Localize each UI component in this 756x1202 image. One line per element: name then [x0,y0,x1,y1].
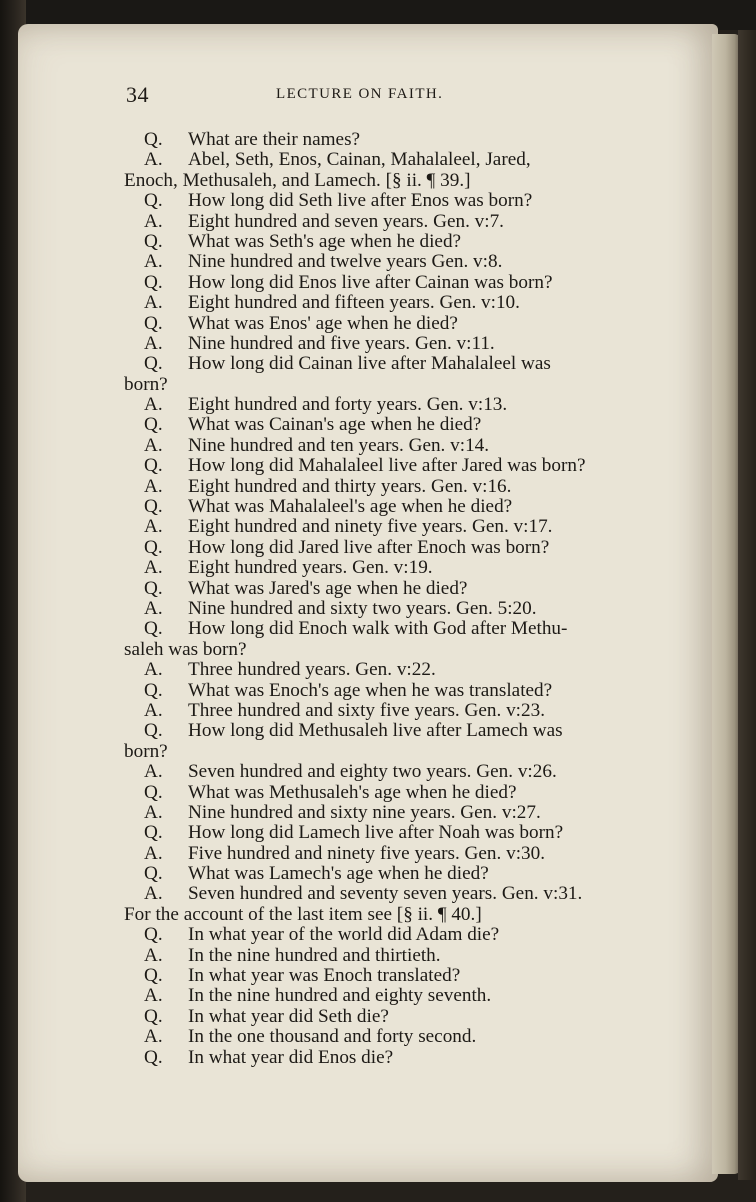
question-text: How long did Lamech live after Noah was born? [188,822,564,844]
text-line [124,558,644,578]
question-text: What was Methusaleh's age when he died? [188,781,517,803]
question-marker: Q. [144,230,163,252]
answer-text: Eight hundred years. Gen. v:19. [188,557,433,579]
text-line [124,844,644,864]
answer-text: In the one thousand and forty second. [188,1026,477,1048]
question-marker: Q. [144,455,163,477]
answer-text: Eight hundred and ninety five years. Gen. v:17. [188,516,553,538]
question-marker: Q. [144,781,163,803]
question-text: How long did Enos live after Cainan was born? [188,271,553,293]
answer-marker: A. [144,659,163,681]
text-line [124,130,644,150]
question-marker: Q. [144,129,163,150]
question-text: In what year was Enoch translated? [188,965,461,987]
question-marker: Q. [144,1005,163,1027]
text-line [124,701,644,721]
question-text: What was Seth's age when he died? [188,230,462,252]
question-marker: Q. [144,1046,163,1068]
question-text: How long did Jared live after Enoch was born? [188,536,550,558]
answer-text: Nine hundred and twelve years Gen. v:8. [188,251,503,273]
question-text: How long did Methusaleh live after Lamech was [188,720,563,742]
text-line [124,640,644,660]
qa-text-block [124,130,644,1068]
text-line [124,517,644,537]
answer-marker: A. [144,801,163,823]
answer-text: Seven hundred and seventy seven years. Gen. v:31. [188,883,583,905]
question-marker: Q. [144,577,163,599]
answer-marker: A. [144,210,163,232]
answer-marker: A. [144,761,163,783]
text-line [124,925,644,945]
question-marker: Q. [144,536,163,558]
question-text: What was Cainan's age when he died? [188,414,482,436]
answer-text: Three hundred and sixty five years. Gen. v:23. [188,699,545,721]
text-line [124,599,644,619]
text-line [124,293,644,313]
answer-marker: A. [144,842,163,864]
continuation-text: saleh was born? [124,638,247,660]
page-header [126,82,616,112]
question-marker: Q. [144,496,163,518]
answer-marker: A. [144,699,163,721]
question-marker: Q. [144,312,163,334]
text-line [124,150,644,170]
question-marker: Q. [144,965,163,987]
question-text: What was Enoch's age when he was translated? [188,679,553,701]
text-line [124,905,644,925]
answer-text: Nine hundred and five years. Gen. v:11. [188,332,495,354]
answer-text: Five hundred and ninety five years. Gen. v:30. [188,842,546,864]
question-marker: Q. [144,190,163,212]
text-line [124,436,644,456]
answer-text: Nine hundred and ten years. Gen. v:14. [188,434,490,456]
question-text: In what year did Enos die? [188,1046,394,1068]
text-line [124,721,644,741]
continuation-text: Enoch, Methusaleh, and Lamech. [§ ii. ¶ 39.] [124,169,471,191]
answer-marker: A. [144,251,163,273]
text-line [124,375,644,395]
text-line [124,742,644,762]
question-text: What was Jared's age when he died? [188,577,468,599]
question-marker: Q. [144,679,163,701]
answer-marker: A. [144,394,163,416]
question-text: What was Enos' age when he died? [188,312,458,334]
text-line [124,681,644,701]
question-text: In what year did Seth die? [188,1005,389,1027]
answer-marker: A. [144,944,163,966]
answer-text: Abel, Seth, Enos, Cainan, Mahalaleel, Jared, [188,149,531,171]
question-text: In what year of the world did Adam die? [188,924,500,946]
text-line [124,803,644,823]
answer-marker: A. [144,557,163,579]
text-line [124,477,644,497]
book-cover-edge [738,30,756,1180]
text-line [124,252,644,272]
question-text: How long did Cainan live after Mahalaleel was [188,353,551,375]
text-line [124,1027,644,1047]
answer-text: Three hundred years. Gen. v:22. [188,659,436,681]
text-line [124,273,644,293]
text-line [124,314,644,334]
answer-marker: A. [144,597,163,619]
question-marker: Q. [144,924,163,946]
answer-text: In the nine hundred and thirtieth. [188,944,441,966]
question-marker: Q. [144,353,163,375]
answer-marker: A. [144,332,163,354]
question-text: What was Lamech's age when he died? [188,863,489,885]
text-line [124,823,644,843]
page-number: 34 [126,82,149,107]
text-line [124,354,644,374]
answer-marker: A. [144,985,163,1007]
text-line [124,497,644,517]
text-line [124,171,644,191]
answer-marker: A. [144,516,163,538]
text-line [124,966,644,986]
question-marker: Q. [144,720,163,742]
question-marker: Q. [144,863,163,885]
continuation-text: born? [124,373,168,395]
text-line [124,334,644,354]
text-line [124,191,644,211]
text-line [124,864,644,884]
answer-text: Eight hundred and seven years. Gen. v:7. [188,210,504,232]
answer-marker: A. [144,883,163,905]
question-text: What was Mahalaleel's age when he died? [188,496,513,518]
answer-marker: A. [144,1026,163,1048]
question-marker: Q. [144,618,163,640]
text-line [124,884,644,904]
answer-text: Eight hundred and forty years. Gen. v:13. [188,394,508,416]
answer-text: Nine hundred and sixty two years. Gen. 5:20. [188,597,537,619]
answer-text: Eight hundred and fifteen years. Gen. v:10. [188,292,520,314]
text-line [124,660,644,680]
continuation-text: For the account of the last item see [§ ii. ¶ 40.] [124,903,482,925]
text-line [124,762,644,782]
text-line [124,619,644,639]
answer-text: In the nine hundred and eighty seventh. [188,985,492,1007]
answer-text: Seven hundred and eighty two years. Gen. v:26. [188,761,557,783]
answer-marker: A. [144,434,163,456]
question-text: How long did Seth live after Enos was born? [188,190,533,212]
answer-marker: A. [144,149,163,171]
text-line [124,538,644,558]
text-line [124,1007,644,1027]
answer-marker: A. [144,475,163,497]
text-line [124,1048,644,1068]
answer-text: Nine hundred and sixty nine years. Gen. v:27. [188,801,541,823]
text-line [124,783,644,803]
answer-text: Eight hundred and thirty years. Gen. v:16. [188,475,512,497]
text-line [124,456,644,476]
question-marker: Q. [144,414,163,436]
text-line [124,232,644,252]
text-line [124,579,644,599]
text-line [124,395,644,415]
question-text: How long did Mahalaleel live after Jared was born? [188,455,586,477]
continuation-text: born? [124,740,168,762]
question-marker: Q. [144,822,163,844]
text-line [124,986,644,1006]
question-text: How long did Enoch walk with God after Methu- [188,618,568,640]
text-line [124,212,644,232]
text-line [124,946,644,966]
question-text: What are their names? [188,129,361,150]
answer-marker: A. [144,292,163,314]
running-head: LECTURE ON FAITH. [276,86,444,102]
question-marker: Q. [144,271,163,293]
text-line [124,415,644,435]
